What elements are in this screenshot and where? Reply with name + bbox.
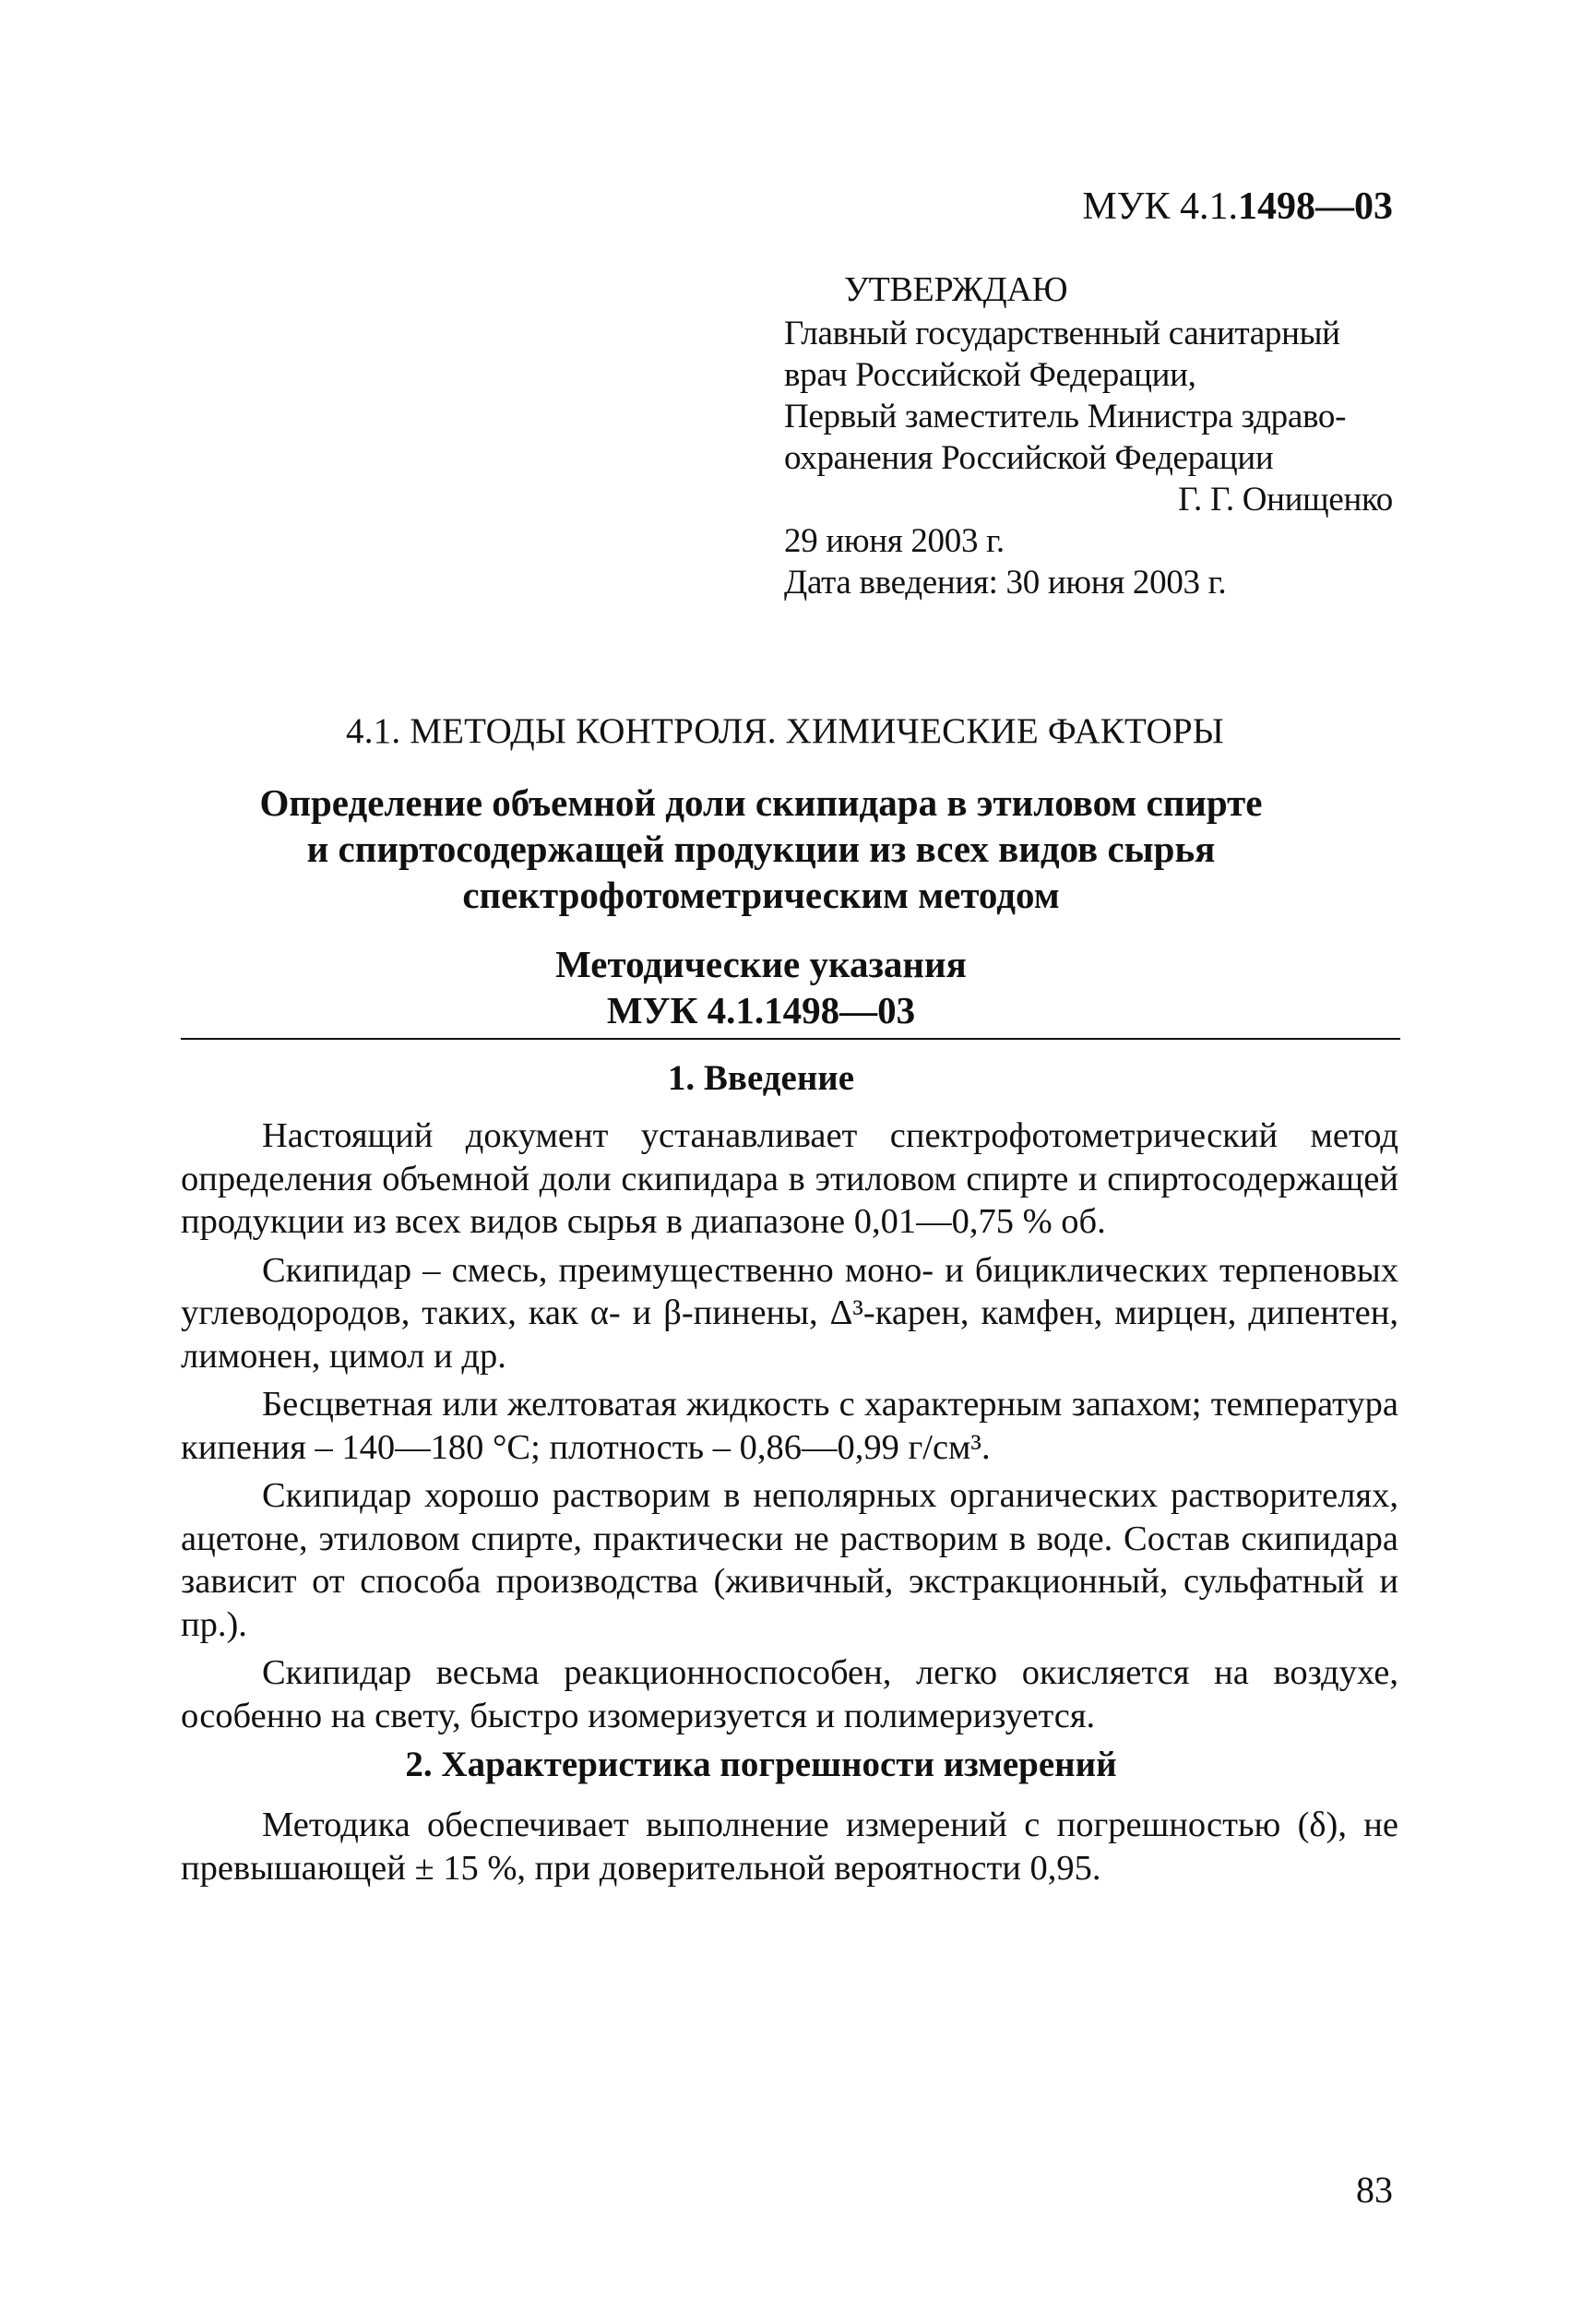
document-subtitle bbox=[138, 941, 1384, 1033]
approval-heading: УТВЕРЖДАЮ bbox=[844, 270, 1068, 309]
subtitle-type: Методические указания bbox=[555, 943, 967, 985]
paragraph: Скипидар весьма реакционноспособен, легко окисляется на воздухе, особенно на свету, быстро изомеризуется и полимеризуется. bbox=[181, 1653, 1398, 1735]
approval-block bbox=[784, 269, 1393, 603]
approval-signer: Г. Г. Онищенко bbox=[1178, 481, 1393, 518]
subtitle-code: МУК 4.1.1498—03 bbox=[606, 989, 916, 1031]
approval-date: 29 июня 2003 г. bbox=[784, 522, 1005, 560]
paragraph: Настоящий документ устанавливает спектрофотометрический метод определения объемной доли скипидара в этиловом спирте и спиртосодержащей продукции из всех видов сырья в диапазоне 0,01—0,75 % об. bbox=[181, 1116, 1398, 1241]
paragraph: Бесцветная или желтоватая жидкость с характерным запахом; температура кипения – 140—180 °С; плотность – 0,86—0,99 г/см³. bbox=[181, 1385, 1398, 1467]
title-line: Определение объемной доли скипидара в этиловом спирте bbox=[259, 781, 1263, 824]
horizontal-rule bbox=[181, 1038, 1400, 1040]
page-number: 83 bbox=[1356, 2169, 1393, 2211]
document-title bbox=[138, 780, 1384, 918]
approval-effective-date: Дата введения: 30 июня 2003 г. bbox=[784, 564, 1227, 602]
paragraph: Методика обеспечивает выполнение измерений с погрешностью (δ), не превышающей ± 15 %, при доверительной вероятности 0,95. bbox=[181, 1806, 1398, 1888]
document-code-prefix: МУК 4.1. bbox=[1082, 185, 1238, 228]
approval-line: врач Российской Федерации, bbox=[784, 356, 1196, 394]
paragraph: Скипидар – смесь, преимущественно моно- и бициклических терпеновых углеводородов, таких, как α- и β-пинены, Δ³-карен, камфен, мирцен, дипентен, лимонен, цимол и др. bbox=[181, 1250, 1398, 1376]
section-heading-measurement-error: 2. Характеристика погрешности измерений bbox=[405, 1745, 1117, 1784]
document-code-header bbox=[1079, 185, 1393, 229]
title-line: и спиртосодержащей продукции из всех видов сырья bbox=[306, 828, 1216, 870]
document-code-number: 1498—03 bbox=[1238, 185, 1393, 228]
section-heading-introduction: 1. Введение bbox=[667, 1058, 855, 1098]
approval-line: Первый заместитель Министра здраво- bbox=[784, 398, 1347, 435]
section-body-measurement-error bbox=[181, 1804, 1398, 1889]
paragraph: Скипидар хорошо растворим в неполярных органических растворителях, ацетоне, этиловом спирте, практически не растворим в воде. Состав скипидара зависит от способа производства (живичный, экстракционный, сульфатный и пр.). bbox=[181, 1476, 1398, 1644]
approval-line: Главный государственный санитарный bbox=[784, 315, 1340, 352]
section-body-introduction bbox=[181, 1114, 1398, 1737]
title-line: спектрофотометрическим методом bbox=[462, 874, 1060, 916]
approval-line: охранения Российской Федерации bbox=[784, 439, 1274, 477]
section-label: 4.1. МЕТОДЫ КОНТРОЛЯ. ХИМИЧЕСКИЕ ФАКТОРЫ bbox=[346, 711, 1224, 751]
